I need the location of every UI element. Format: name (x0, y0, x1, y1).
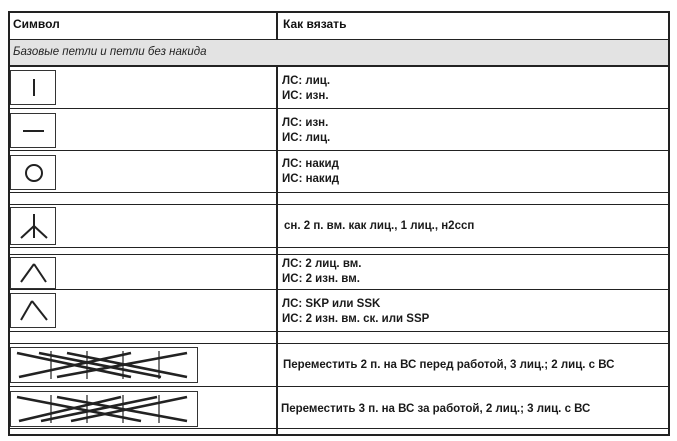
right-slant-icon (10, 257, 56, 289)
cable-2-3-back-icon (10, 391, 198, 427)
row-5-text (282, 257, 361, 287)
header-how-to-knit: Как вязать (283, 17, 347, 31)
row-5-line-1: ЛС: 2 лиц. вм. (282, 258, 362, 270)
row-separator (8, 108, 670, 109)
column-divider (276, 11, 278, 40)
row-5-line-2: ИС: 2 изн. вм. (282, 273, 360, 285)
table-top-border (8, 11, 670, 13)
section-title: Базовые петли и петли без накида (13, 46, 207, 58)
row-separator (8, 247, 670, 248)
row-1-text (282, 74, 330, 104)
row-separator (8, 192, 670, 193)
row-separator (8, 254, 670, 255)
row-4-text (284, 219, 474, 234)
row-8-text (281, 402, 590, 417)
row-6-text (282, 297, 429, 327)
row-7-text (283, 358, 614, 373)
row-7-line-1: Переместить 2 п. на ВС перед работой, 3 лиц.; 2 лиц. с ВС (283, 359, 615, 371)
header-symbol: Символ (13, 17, 60, 31)
row-1-line-1: ЛС: лиц. (282, 75, 331, 87)
cable-3-2-front-icon (10, 347, 198, 383)
vertical-line-icon (10, 70, 56, 105)
row-separator (8, 289, 670, 290)
circle-icon (10, 155, 56, 190)
row-separator (8, 150, 670, 151)
column-divider (276, 66, 278, 436)
row-2-text (282, 116, 330, 146)
row-8-line-1: Переместить 3 п. на ВС за работой, 2 лиц.; 3 лиц. с ВС (281, 403, 591, 415)
row-3-line-1: ЛС: накид (282, 158, 339, 170)
row-4-line-1: сн. 2 п. вм. как лиц., 1 лиц., н2ссп (284, 220, 475, 232)
row-2-line-1: ЛС: изн. (282, 117, 329, 129)
row-2-line-2: ИС: лиц. (282, 132, 331, 144)
row-3-line-2: ИС: накид (282, 173, 340, 185)
three-branch-icon (10, 207, 56, 245)
row-1-line-2: ИС: изн. (282, 90, 329, 102)
row-3-text (282, 157, 339, 187)
table-bottom-border (8, 434, 670, 436)
horizontal-line-icon (10, 113, 56, 148)
row-separator (8, 428, 670, 429)
row-separator (8, 204, 670, 205)
row-6-line-1: ЛС: SKP или SSK (282, 298, 381, 310)
section-bottom-border (8, 65, 670, 67)
row-separator (8, 343, 670, 344)
row-separator (8, 331, 670, 332)
row-6-line-2: ИС: 2 изн. вм. ск. или SSP (282, 313, 430, 325)
left-slant-icon (10, 293, 56, 328)
right-border (668, 11, 670, 436)
row-separator (8, 386, 670, 387)
